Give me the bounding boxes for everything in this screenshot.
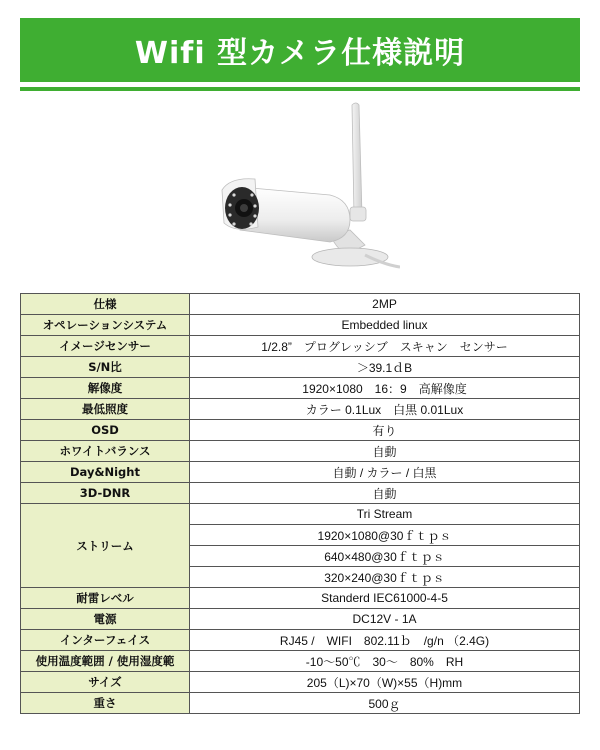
spec-value: Standerd IEC61000-4-5: [190, 588, 580, 609]
spec-label: Day&Night: [21, 462, 190, 483]
spec-label: ストリーム: [21, 504, 190, 588]
spec-label: 電源: [21, 609, 190, 630]
table-row: [21, 336, 580, 357]
table-row: [21, 399, 580, 420]
spec-label: ホワイトバランス: [21, 441, 190, 462]
table-row: [21, 651, 580, 672]
spec-value: 自動: [190, 441, 580, 462]
table-row: [21, 630, 580, 651]
spec-label: 解像度: [21, 378, 190, 399]
wifi-camera-image: [200, 95, 400, 275]
spec-label: オペレーションシステム: [21, 315, 190, 336]
page-title: Wifi 型カメラ仕様説明: [134, 36, 466, 71]
spec-label: 仕様: [21, 294, 190, 315]
table-row: [21, 420, 580, 441]
spec-value: RJ45 / WIFI 802.11ｂ /g/n （2.4G): [190, 630, 580, 651]
spec-label: 重さ: [21, 693, 190, 714]
spec-value: 自動: [190, 483, 580, 504]
table-row: [21, 672, 580, 693]
spec-value: 有り: [190, 420, 580, 441]
spec-value: ＞39.1ｄB: [190, 357, 580, 378]
spec-label: イメージセンサー: [21, 336, 190, 357]
table-row: [21, 588, 580, 609]
table-row: [21, 483, 580, 504]
spec-value: 205（L)×70（W)×55（H)mm: [190, 672, 580, 693]
table-row: [21, 462, 580, 483]
spec-value: カラー 0.1Lux 白黒 0.01Lux: [190, 399, 580, 420]
spec-value: -10～50℃ 30～ 80% RH: [190, 651, 580, 672]
spec-label: 3D-DNR: [21, 483, 190, 504]
spec-value: 1/2.8” プログレッシブ スキャン センサー: [190, 336, 580, 357]
spec-label: 耐雷レベル: [21, 588, 190, 609]
spec-label: インターフェイス: [21, 630, 190, 651]
spec-label: サイズ: [21, 672, 190, 693]
table-row: [21, 441, 580, 462]
spec-value: 自動 / カラー / 白黒: [190, 462, 580, 483]
table-row: [21, 315, 580, 336]
spec-label: OSD: [21, 420, 190, 441]
spec-label: 最低照度: [21, 399, 190, 420]
spec-value: 640×480@30ｆｔｐｓ: [190, 546, 580, 567]
table-row: [21, 294, 580, 315]
title-underline: [20, 87, 580, 91]
table-row: [21, 609, 580, 630]
title-banner: [20, 18, 580, 82]
table-row: [21, 357, 580, 378]
spec-value: 320×240@30ｆｔｐｓ: [190, 567, 580, 588]
spec-value: 1920×1080@30ｆｔｐｓ: [190, 525, 580, 546]
spec-label: 使用温度範囲 / 使用湿度範: [21, 651, 190, 672]
spec-value: 500ｇ: [190, 693, 580, 714]
spec-label: S/N比: [21, 357, 190, 378]
spec-value: Tri Stream: [190, 504, 580, 525]
spec-table: [20, 293, 580, 714]
spec-value: DC12V - 1A: [190, 609, 580, 630]
table-row: [21, 693, 580, 714]
spec-value: Embedded linux: [190, 315, 580, 336]
spec-value: 1920×1080 16：9 高解像度: [190, 378, 580, 399]
table-row: [21, 378, 580, 399]
table-row: [21, 504, 580, 525]
spec-value: 2MP: [190, 294, 580, 315]
